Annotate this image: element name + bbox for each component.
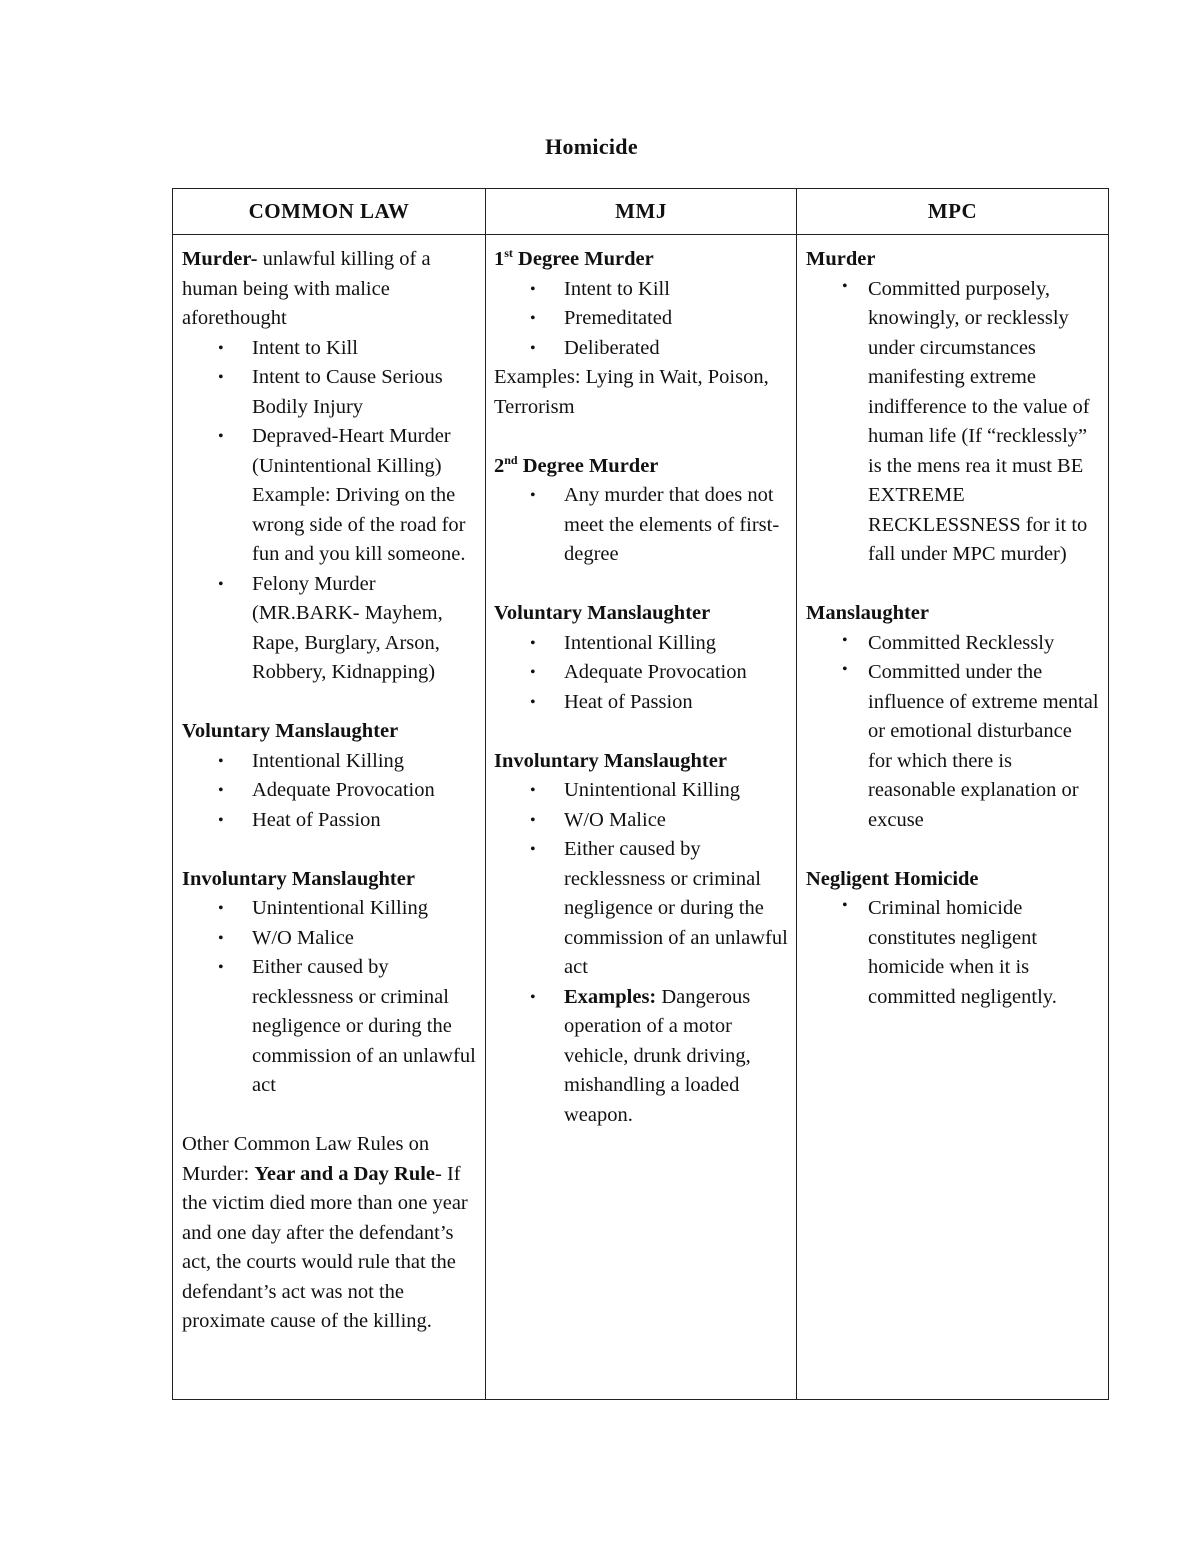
- degree-label: Degree Murder: [512, 248, 654, 270]
- list-item: • W/O Malice: [182, 924, 477, 954]
- mpc-column: [797, 235, 1108, 1399]
- list-item: • Either caused by recklessness or criminal negligence or during the commission of an unlawful act: [182, 953, 477, 1101]
- bullet-icon: •: [218, 959, 224, 976]
- degree-label: Degree Murder: [517, 454, 659, 477]
- list-item: • Heat of Passion: [182, 806, 477, 836]
- bullet-icon: •: [530, 841, 536, 858]
- list-item: • Criminal homicide constitutes negligent homicide when it is committed negligently.: [806, 894, 1100, 1012]
- mmj-involuntary-section: [494, 747, 788, 1131]
- header-common-law: COMMON LAW: [173, 189, 486, 235]
- bullet-icon: •: [530, 310, 536, 327]
- list-item: • Committed Recklessly: [806, 629, 1100, 659]
- bullet-icon: •: [218, 428, 224, 445]
- list-item: • Committed purposely, knowingly, or recklessly under circumstances manifesting extreme indifference to the value of human life (If “recklessly” is the mens rea it must BE EXTREME RECKLESSNESS for it to fall under MPC murder): [806, 275, 1100, 570]
- homicide-table: [172, 188, 1109, 1400]
- mmj-voluntary-list: [494, 629, 788, 718]
- mpc-murder-list: [806, 275, 1100, 570]
- list-item: • Unintentional Killing: [182, 894, 477, 924]
- mpc-murder-section: [806, 245, 1100, 570]
- mpc-negligent-heading: Negligent Homicide: [806, 867, 979, 890]
- list-item: • Deliberated: [494, 334, 788, 364]
- bullet-icon: •: [530, 988, 536, 1006]
- mmj-first-degree-heading: [494, 245, 788, 275]
- header-mpc: MPC: [797, 189, 1108, 235]
- bullet-icon: •: [530, 280, 536, 298]
- examples-label: Examples:: [564, 985, 657, 1008]
- list-item: • Committed under the influence of extreme mental or emotional disturbance for which there is reasonable explanation or excuse: [806, 658, 1100, 835]
- other-rules-prefix: Other Common Law Rules on Murder:: [182, 1133, 430, 1185]
- mmj-second-degree-list: [494, 481, 788, 570]
- list-item: • Adequate Provocation: [182, 776, 477, 806]
- cl-murder-section: [182, 245, 477, 688]
- bullet-icon: •: [218, 900, 224, 917]
- list-item: • Intent to Kill: [182, 334, 477, 364]
- bullet-icon: •: [530, 487, 536, 504]
- degree-number: 2: [494, 454, 505, 477]
- bullet-icon: •: [218, 752, 224, 770]
- examples-text: Dangerous operation of a motor vehicle, drunk driving, mishandling a loaded weapon.: [564, 985, 751, 1126]
- cl-voluntary-heading: Voluntary Manslaughter: [182, 720, 399, 742]
- list-item: • Intentional Killing: [182, 747, 477, 777]
- mmj-involuntary-heading: Involuntary Manslaughter: [494, 749, 727, 772]
- mpc-manslaughter-heading: Manslaughter: [806, 602, 929, 624]
- bullet-icon: •: [842, 661, 848, 678]
- bullet-icon: •: [218, 782, 224, 799]
- degree-number: 1: [494, 248, 505, 270]
- cl-murder-list: [182, 334, 477, 688]
- mmj-column: [486, 235, 797, 1399]
- mmj-voluntary-section: [494, 599, 788, 717]
- mmj-second-degree-heading: [494, 452, 788, 482]
- common-law-column: [173, 235, 486, 1399]
- page-title: Homicide: [545, 134, 638, 159]
- mpc-negligent-list: [806, 894, 1100, 1012]
- header-mmj: MMJ: [486, 189, 797, 235]
- list-item: • Depraved-Heart Murder (Unintentional Killing) Example: Driving on the wrong side of the road for fun and you kill someone.: [182, 422, 477, 570]
- bullet-icon: •: [842, 631, 848, 649]
- list-item: • Intent to Kill: [494, 275, 788, 305]
- bullet-icon: •: [218, 811, 224, 829]
- other-rules-text: - If the victim died more than one year and one day after the defendant’s act, the courts would rule that the defendant’s act was not the proximate cause of the killing.: [182, 1162, 468, 1332]
- bullet-icon: •: [218, 339, 224, 357]
- list-item: • Heat of Passion: [494, 688, 788, 718]
- mmj-first-degree-examples: Examples: Lying in Wait, Poison, Terrorism: [494, 366, 769, 418]
- cl-voluntary-list: [182, 747, 477, 836]
- mpc-manslaughter-section: [806, 599, 1100, 835]
- cl-other-rules: [182, 1130, 477, 1337]
- list-item: • Unintentional Killing: [494, 776, 788, 806]
- mpc-negligent-section: [806, 865, 1100, 1013]
- list-item: • Either caused by recklessness or criminal negligence or during the commission of an unlawful act: [494, 835, 788, 983]
- bullet-icon: •: [842, 897, 848, 914]
- bullet-icon: •: [218, 369, 224, 386]
- bullet-icon: •: [530, 811, 536, 829]
- list-item: • Intentional Killing: [494, 629, 788, 659]
- mmj-first-degree-list: [494, 275, 788, 364]
- mmj-first-degree-section: [494, 245, 788, 422]
- bullet-icon: •: [218, 929, 224, 947]
- list-item: • Any murder that does not meet the elements of first-degree: [494, 481, 788, 570]
- list-item: • W/O Malice: [494, 806, 788, 836]
- degree-suffix: nd: [504, 452, 518, 467]
- list-item: [494, 983, 788, 1131]
- mpc-murder-heading: Murder: [806, 248, 876, 270]
- bullet-icon: •: [530, 664, 536, 681]
- bullet-icon: •: [530, 782, 536, 799]
- cl-murder-heading: Murder-: [182, 248, 258, 270]
- bullet-icon: •: [842, 277, 848, 295]
- list-item: • Intent to Cause Serious Bodily Injury: [182, 363, 477, 422]
- mpc-manslaughter-list: [806, 629, 1100, 836]
- bullet-icon: •: [530, 339, 536, 357]
- degree-suffix: st: [504, 246, 513, 261]
- list-item: • Premeditated: [494, 304, 788, 334]
- cl-voluntary-section: [182, 717, 477, 835]
- bullet-icon: •: [530, 693, 536, 711]
- list-item: • Felony Murder (MR.BARK- Mayhem, Rape, Burglary, Arson, Robbery, Kidnapping): [182, 570, 477, 688]
- cl-involuntary-section: [182, 865, 477, 1101]
- mmj-voluntary-heading: Voluntary Manslaughter: [494, 602, 711, 624]
- mmj-involuntary-list: [494, 776, 788, 1130]
- mmj-second-degree-section: [494, 452, 788, 570]
- cl-involuntary-list: [182, 894, 477, 1101]
- list-item: • Adequate Provocation: [494, 658, 788, 688]
- cl-murder-definition: unlawful killing of a human being with malice aforethought: [182, 248, 431, 329]
- cl-involuntary-heading: Involuntary Manslaughter: [182, 867, 415, 890]
- bullet-icon: •: [218, 575, 224, 593]
- year-and-a-day-rule: Year and a Day Rule: [254, 1162, 436, 1185]
- bullet-icon: •: [530, 634, 536, 652]
